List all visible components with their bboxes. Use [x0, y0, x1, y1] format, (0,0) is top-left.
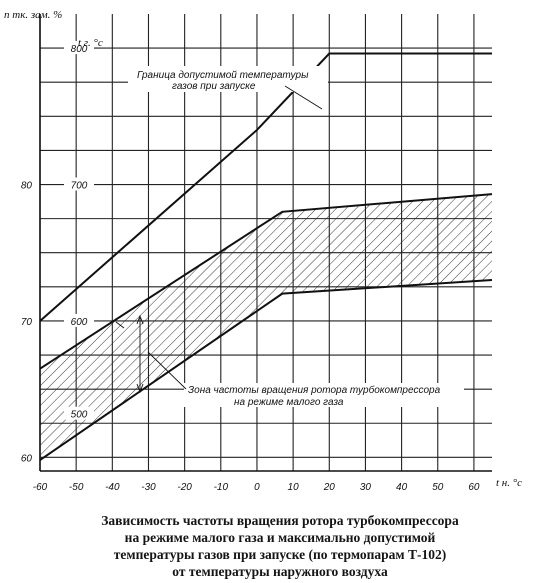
boundary-annotation-line-1: Граница допустимой температуры — [137, 70, 309, 81]
left-tick-labels — [21, 181, 33, 465]
x-tick-label: -40 — [105, 482, 120, 493]
left-tick-label: 60 — [20, 453, 32, 465]
x-tick-label: 20 — [323, 482, 335, 493]
y-axis-label-right: t г. °c — [78, 37, 103, 49]
x-axis-label: t н. °c — [496, 477, 523, 489]
idle-speed-zone — [40, 194, 492, 460]
x-tick-label: -50 — [68, 482, 84, 493]
boundary-annotation — [128, 66, 328, 109]
caption-line-1: Зависимость частоты вращения ротора турбокомпрессора — [101, 513, 459, 528]
x-tick-label: -20 — [177, 482, 192, 493]
caption-line-3: температуры газов при запуске (по термопарам Т-102) — [113, 547, 447, 562]
x-tick-label: 50 — [432, 482, 444, 493]
figure-caption — [40, 512, 520, 580]
zone-annotation-line-2: на режиме малого газа — [234, 397, 344, 408]
right-tick-label: 500 — [70, 409, 88, 421]
x-tick-label: -30 — [141, 482, 156, 493]
x-tick-label: 40 — [396, 482, 408, 493]
left-tick-label: 70 — [20, 316, 32, 328]
right-tick-label: 700 — [70, 180, 88, 192]
x-tick-label: -10 — [213, 482, 229, 493]
x-tick-labels — [33, 482, 480, 493]
boundary-annotation-line-2: газов при запуске — [172, 81, 256, 92]
x-tick-label: 60 — [468, 482, 480, 493]
right-tick-label: 800 — [70, 44, 88, 56]
right-tick-label: 600 — [70, 316, 88, 328]
caption-line-2: на режиме малого газа и максимально допустимой — [124, 530, 436, 545]
zone-annotation-line-1: Зона частоты вращения ротора турбокомпрессора — [188, 385, 441, 396]
x-tick-label: 0 — [254, 482, 260, 493]
x-tick-label: 10 — [287, 482, 299, 493]
caption-line-4: от температуры наружного воздуха — [172, 564, 388, 579]
y-axis-label-left: n тк. зам. % — [4, 9, 63, 21]
x-tick-label: -60 — [32, 482, 48, 493]
left-tick-label: 80 — [20, 180, 32, 192]
x-tick-label: 30 — [359, 482, 372, 493]
